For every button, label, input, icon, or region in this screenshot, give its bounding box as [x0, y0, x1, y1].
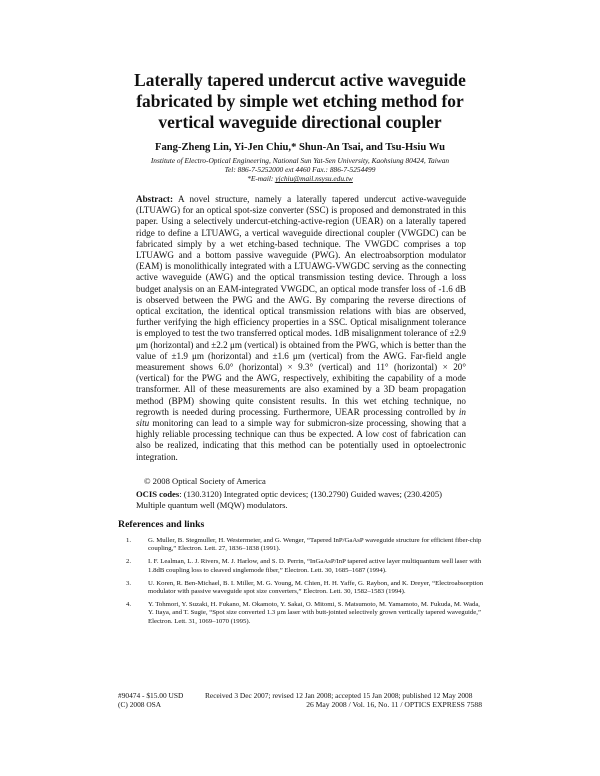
footer-issue-info: 26 May 2008 / Vol. 16, No. 11 / OPTICS EXPRESS 7588 [306, 700, 482, 709]
affiliation [40, 156, 560, 184]
ocis-label: OCIS codes [136, 489, 180, 499]
abstract [136, 194, 466, 463]
paper-title [40, 70, 560, 133]
reference-text: U. Koren, R. Ben-Michael, B. I. Miller, M. G. Young, M. Chien, H. H. Yaffe, G. Raybon, and K. Dreyer, “Electroabsorption modulator with passive waveguide spot size converters,” Electron. Lett. 30, 1582–1583 (1994). [148, 579, 484, 596]
author-list: Fang-Zheng Lin, Yi-Jen Chiu,* Shun-An Tsai, and Tsu-Hsiu Wu [155, 142, 445, 153]
affiliation-email-line [40, 174, 560, 183]
footer-osa: (C) 2008 OSA [118, 700, 162, 710]
title-line-2: fabricated by simple wet etching method for [136, 91, 464, 111]
ocis-text: : (130.3120) Integrated optic devices; (130.2790) Guided waves; (230.4205) Multiple quantum well (MQW) modulators. [136, 489, 442, 510]
email-link[interactable]: yjchiu@mail.nsysu.edu.tw [275, 174, 353, 184]
reference-number: 2. [126, 558, 132, 566]
abstract-insitu: in situ [136, 406, 466, 429]
ocis-codes [136, 489, 466, 511]
reference-text: I. F. Lealman, L. J. Rivers, M. J. Harlow, and S. D. Perrin, “InGaAsP/InP tapered active layer multiquantum well laser with 1.8dB coupling loss to cleaved singlemode fiber,” Electron. Lett. 30, 1685–1687 (1994). [148, 558, 482, 574]
reference-item [118, 558, 484, 574]
footer-received-dates: Received 3 Dec 2007; revised 12 Jan 2008; accepted 15 Jan 2008; published 12 May 2008 [205, 691, 473, 700]
references-heading: References and links [118, 519, 205, 530]
reference-item [118, 601, 484, 626]
reference-text: G. Muller, B. Stegmuller, H. Westermeier, and G. Wenger, “Tapered InP/GaAsP waveguide structure for efficient fiber-chip coupling,” Electron. Lett. 27, 1836–1838 (1991). [148, 537, 482, 553]
copyright-notice: © 2008 Optical Society of America [144, 476, 266, 486]
title-line-1: Laterally tapered undercut active waveguide [134, 70, 466, 90]
abstract-text-part-1: A novel structure, namely a laterally tapered undercut active-waveguide (LTUAWG) for an optical spot-size converter (SSC) is proposed and demonstrated in this paper. Using a selectively undercut-etching-active-region (UEAR) on a laterally tapered ridge to define a LTUAWG, a vertical waveguide directional coupler (VWGDC) can be fabricated simply by a wet etching-based technique. The VWGDC comprises a top LTUAWG and a bottom passive waveguide (PWG). An electroabsorption modulator (EAM) is monolithically integrated with a LTUAWG-VWGDC serving as the connecting active waveguide (AWG) and the optical transmission testing device. Through a loss budget analysis on an EAM-integrated VWGDC, an optical mode transfer loss of -1.6 dB is observed between the PWG and the AWG. By comparing the reverse directions of optical excitation, the identical optical transmission relations with bias are observed, further verifying the high efficiency properties in a SSC. Optical misalignment tolerance is employed to test the two transferred optical modes. 1dB misalignment tolerance of ±2.9 μm (horizontal) and ±2.2 μm (vertical) is obtained from the PWG, which is better than the value of ±1.9 μm (horizontal) and ±1.6 μm (vertical) from the AWG. Far-field angle measurement shows 6.0° (horizontal) × 9.3° (vertical) and 11° (horizontal) × 20° (vertical) for the PWG and the AWG, respectively, exhibiting the capability of a mode transformer. All of these measurements are also examined by a 3D beam propagation method (BPM) showing quite consistent results. In this wet etching technique, no regrowth is needed during processing. Furthermore, UEAR processing controlled by [136, 194, 466, 417]
abstract-label: Abstract: [136, 194, 173, 204]
reference-item [118, 580, 484, 596]
title-line-3: vertical waveguide directional coupler [158, 112, 442, 132]
footer-left [118, 691, 183, 710]
reference-item [118, 537, 484, 553]
references-list [118, 537, 484, 631]
reference-number: 3. [126, 579, 132, 587]
reference-text: Y. Tohmori, Y. Suzaki, H. Fukano, M. Okamoto, Y. Sakai, O. Mitomi, S. Matsumoto, M. Yamamoto, M. Fukuda, M. Wada, Y. Itaya, and T. Sugie, “Spot size converted 1.3 μm laser with butt-jointed selectively grown vertically tapered waveguide,” Electron. Lett. 31, 1069–1070 (1995). [148, 601, 481, 625]
affiliation-institute: Institute of Electro-Optical Engineering, National Sun Yat-Sen University, Kaohsiung 80424, Taiwan [150, 156, 450, 165]
reference-number: 4. [126, 601, 132, 609]
email-prefix: *E-mail: [247, 174, 276, 184]
abstract-text-part-2: monitoring can lead to a simple way for submicron-size processing, showing that a highly reliable processing technique can thus be expected. A low cost of fabrication can also be realized, indicating that this method can be potentially used in optoelectronic integration. [136, 418, 466, 462]
affiliation-contact: Tel: 886-7-5252000 ext 4460 Fax.: 886-7-5254499 [224, 165, 376, 175]
footer-price: #90474 - $15.00 USD [118, 691, 184, 700]
reference-number: 1. [126, 537, 132, 544]
